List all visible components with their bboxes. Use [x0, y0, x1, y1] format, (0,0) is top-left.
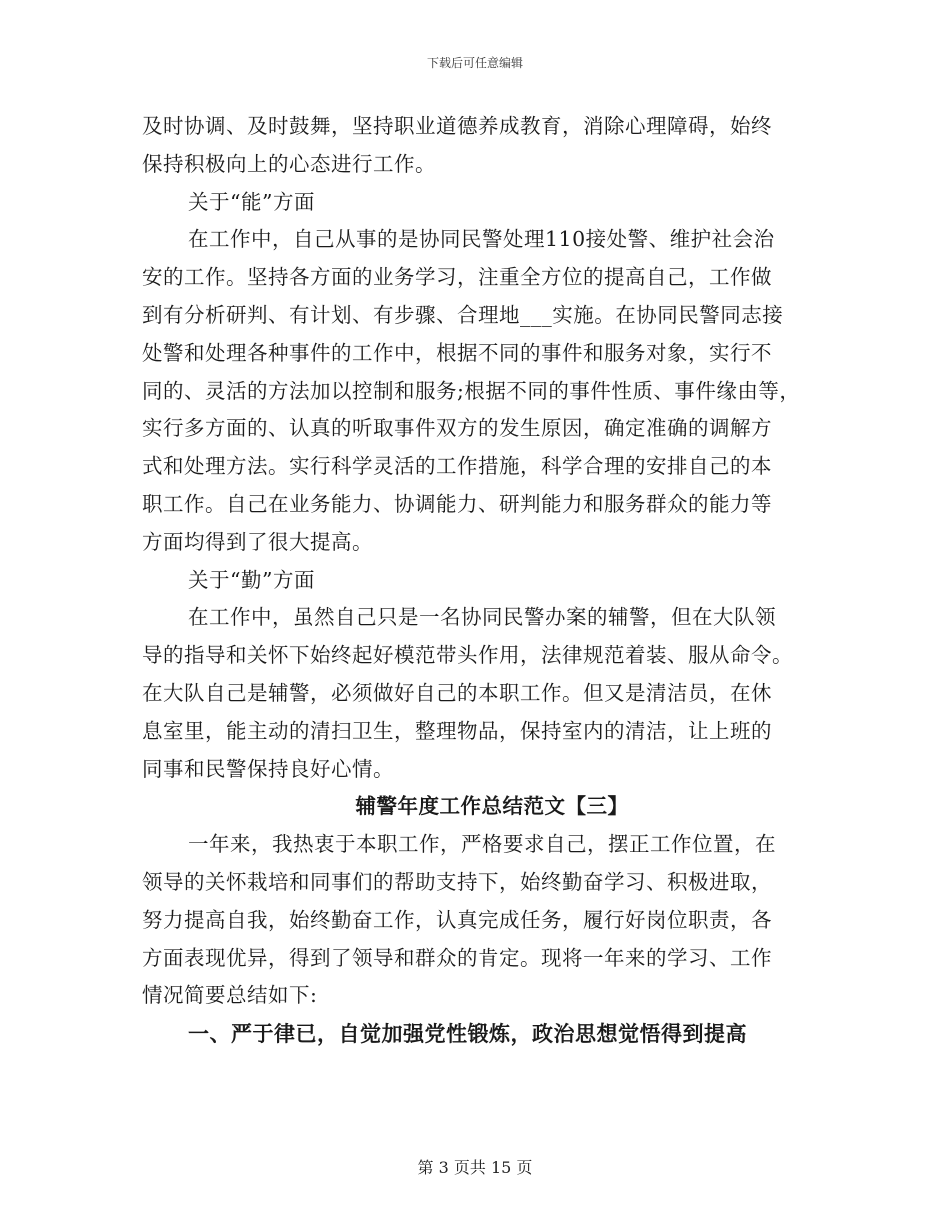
text-line: 式和处理方法。实行科学灵活的工作措施，科学合理的安排自己的本	[142, 454, 772, 479]
text-line: 安的工作。坚持各方面的业务学习，注重全方位的提高自己，工作做	[142, 265, 772, 290]
document-body	[142, 108, 822, 1053]
section-title: 辅警年度工作总结范文【三】	[355, 794, 629, 819]
text-line: 同事和民警保持良好心情。	[142, 756, 394, 781]
text-line: 努力提高自我，始终勤奋工作，认真完成任务，履行好岗位职责，各	[142, 907, 772, 932]
page-indicator: 第 3 页共 15 页	[417, 1158, 533, 1177]
text-line: 及时协调、及时鼓舞，坚持职业道德养成教育，消除心理障碍，始终	[142, 114, 772, 138]
text-line: 方面表现优异，得到了领导和群众的肯定。现将一年来的学习、工作	[142, 945, 772, 970]
text-line: 领导的关怀栽培和同事们的帮助支持下，始终勤奋学习、积极进取，	[142, 869, 772, 894]
section-heading: 一、严于律已，自觉加强党性锻炼，政治思想觉悟得到提高	[188, 1021, 747, 1047]
text-line: 保持积极向上的心态进行工作。	[142, 151, 436, 176]
text-line: 到有分析研判、有计划、有步骤、合理地___实施。在协同民警同志接	[142, 302, 784, 327]
paragraph-start-line: 关于“勤”方面	[188, 567, 315, 592]
paragraph-start-line: 关于“能”方面	[188, 189, 315, 214]
text-line: 息室里，能主动的清扫卫生，整理物品，保持室内的清洁，让上班的	[142, 718, 772, 743]
paragraph-start-line: 在工作中，虽然自己只是一名协同民警办案的辅警，但在大队领	[188, 605, 776, 630]
paragraph-start-line: 在工作中，自己从事的是协同民警处理110接处警、维护社会治	[188, 227, 775, 252]
text-line: 情况简要总结如下:	[142, 983, 318, 1008]
text-line: 方面均得到了很大提高。	[142, 529, 373, 554]
text-line: 实行多方面的、认真的听取事件双方的发生原因，确定准确的调解方	[142, 416, 772, 441]
text-line: 导的指导和关怀下始终起好模范带头作用，法律规范着装、服从命令。	[142, 643, 793, 668]
paragraph-start-line: 一年来，我热衷于本职工作，严格要求自己，摆正工作位置，在	[188, 832, 776, 857]
text-line: 同的、灵活的方法加以控制和服务;根据不同的事件性质、事件缘由等，	[142, 378, 801, 403]
text-line: 职工作。自己在业务能力、协调能力、研判能力和服务群众的能力等	[142, 491, 772, 516]
header-note: 下载后可任意编辑	[426, 56, 523, 70]
text-line: 在大队自己是辅警，必须做好自己的本职工作。但又是清洁员，在休	[142, 680, 772, 705]
text-line: 处警和处理各种事件的工作中，根据不同的事件和服务对象，实行不	[142, 340, 772, 365]
